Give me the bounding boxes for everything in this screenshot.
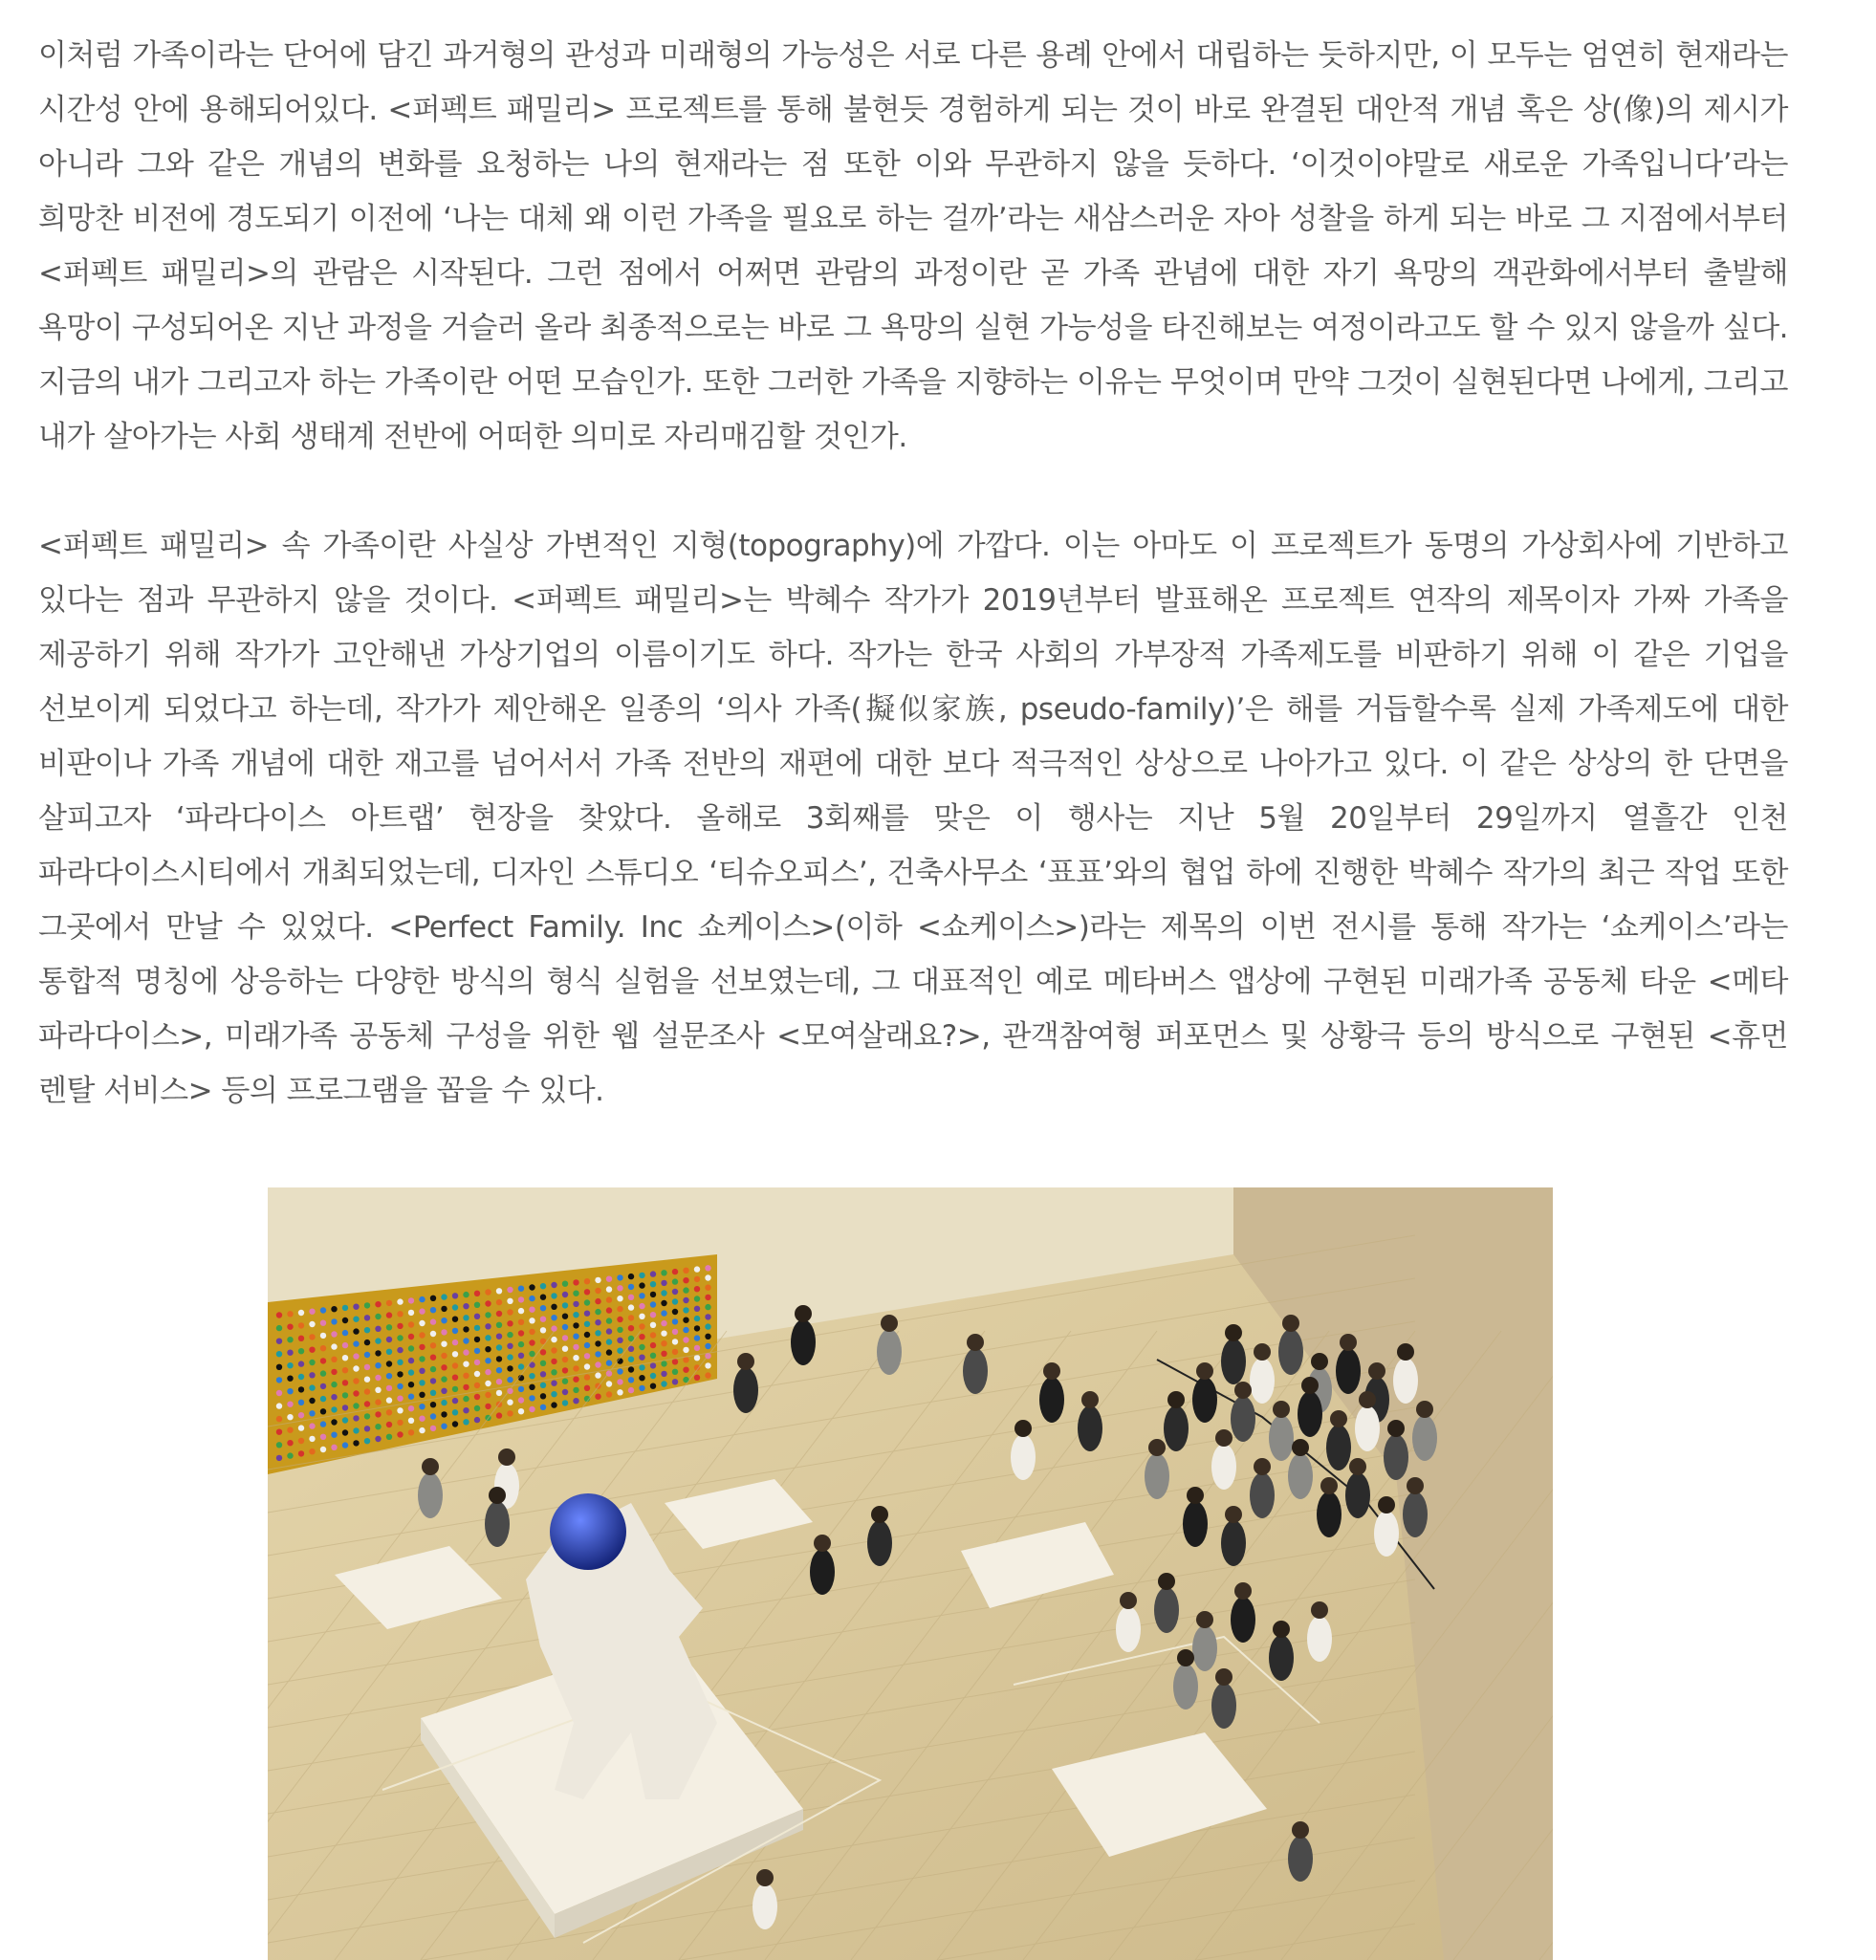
article-body bbox=[38, 29, 1788, 1119]
blue-sphere-head bbox=[550, 1493, 626, 1570]
exhibition-photo bbox=[268, 1187, 1553, 1960]
article-paragraph-1: 이처럼 가족이라는 단어에 담긴 과거형의 관성과 미래형의 가능성은 서로 다른 용례 안에서 대립하는 듯하지만, 이 모두는 엄연히 현재라는 시간성 안에 용해되어있다. <퍼펙트 패밀리> 프로젝트를 통해 불현듯 경험하게 되는 것이 바로 완결된 대안적 개념 혹은 상(像)의 제시가 아니라 그와 같은 개념의 변화를 요청하는 나의 현재라는 점 또한 이와 무관하지 않을 듯하다. ‘이것이야말로 새로운 가족입니다’라는 희망찬 비전에 경도되기 이전에 ‘나는 대체 왜 이런 가족을 필요로 하는 걸까’라는 새삼스러운 자아 성찰을 하게 되는 바로 그 지점에서부터 <퍼펙트 패밀리>의 관람은 시작된다. 그런 점에서 어쩌면 관람의 과정이란 곧 가족 관념에 대한 자기 욕망의 객관화에서부터 출발해 욕망이 구성되어온 지난 과정을 거슬러 올라 최종적으로는 바로 그 욕망의 실현 가능성을 타진해보는 여정이라고도 할 수 있지 않을까 싶다. 지금의 내가 그리고자 하는 가족이란 어떤 모습인가. 또한 그러한 가족을 지향하는 이유는 무엇이며 만약 그것이 실현된다면 나에게, 그리고 내가 살아가는 사회 생태계 전반에 어떠한 의미로 자리매김할 것인가. bbox=[38, 38, 1788, 454]
exhibition-photo-illustration bbox=[268, 1187, 1553, 1960]
article-paragraph-2: <퍼펙트 패밀리> 속 가족이란 사실상 가변적인 지형(topography)에 가깝다. 이는 아마도 이 프로젝트가 동명의 가상회사에 기반하고 있다는 점과 무관하지 않을 것이다. <퍼펙트 패밀리>는 박혜수 작가가 2019년부터 발표해온 프로젝트 연작의 제목이자 가짜 가족을 제공하기 위해 작가가 고안해낸 가상기업의 이름이기도 하다. 작가는 한국 사회의 가부장적 가족제도를 비판하기 위해 이 같은 기업을 선보이게 되었다고 하는데, 작가가 제안해온 일종의 ‘의사 가족(擬似家族, pseudo-family)’은 해를 거듭할수록 실제 가족제도에 대한 비판이나 가족 개념에 대한 재고를 넘어서서 가족 전반의 재편에 대한 보다 적극적인 상상으로 나아가고 있다. 이 같은 상상의 한 단면을 살피고자 ‘파라다이스 아트랩’ 현장을 찾았다. 올해로 3회째를 맞은 이 행사는 지난 5월 20일부터 29일까지 열흘간 인천 파라다이스시티에서 개최되었는데, 디자인 스튜디오 ‘티슈오피스’, 건축사무소 ‘표표’와의 협업 하에 진행한 박혜수 작가의 최근 작업 또한 그곳에서 만날 수 있었다. <Perfect Family. Inc 쇼케이스>(이하 <쇼케이스>)라는 제목의 이번 전시를 통해 작가는 ‘쇼케이스’라는 통합적 명칭에 상응하는 다양한 방식의 형식 실험을 선보였는데, 그 대표적인 예로 메타버스 앱상에 구현된 미래가족 공동체 타운 <메타 파라다이스>, 미래가족 공동체 구성을 위한 웹 설문조사 <모여살래요?>, 관객참여형 퍼포먼스 및 상황극 등의 방식으로 구현된 <휴먼 렌탈 서비스> 등의 프로그램을 꼽을 수 있다. bbox=[38, 529, 1788, 1108]
